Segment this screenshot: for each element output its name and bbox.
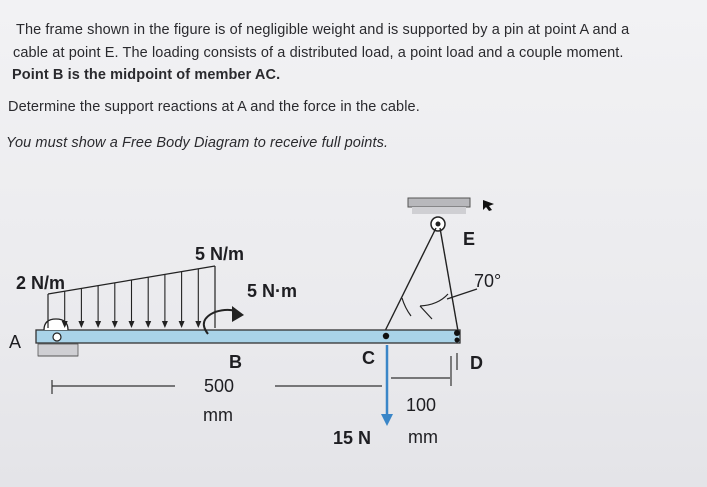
dimension-cd (391, 353, 457, 386)
angle-arc-2 (420, 294, 448, 306)
label-b: B (229, 352, 242, 372)
cursor-mark (483, 200, 494, 211)
load-arrow-head (145, 321, 151, 328)
joint-c (383, 333, 389, 339)
load-arrows (62, 269, 202, 328)
problem-text-line-1: The frame shown in the figure is of negligible weight and is supported by a pin at point A and a (16, 22, 630, 38)
ceiling-support (408, 198, 470, 231)
load-arrow-head (162, 321, 168, 328)
joint-d2 (455, 338, 460, 343)
problem-text-line-2: cable at point E. The loading consists of a distributed load, a point load and a couple moment. (13, 45, 624, 61)
label-c: C (362, 348, 375, 368)
problem-task: Determine the support reactions at A and the force in the cable. (8, 99, 420, 115)
member-ed (440, 228, 458, 331)
dim-ab-value: 500 (204, 376, 235, 396)
joint-d (454, 330, 460, 336)
load-arrow-head (179, 321, 185, 328)
label-e: E (463, 229, 476, 249)
problem-text-line-3: Point B is the midpoint of member AC. (12, 67, 281, 83)
beam-ad (36, 330, 460, 343)
load-arrow-head (78, 321, 84, 328)
force-arrowhead (381, 414, 393, 426)
load-arrow-head (129, 321, 135, 328)
label-d: D (470, 353, 483, 373)
problem-instruction: You must show a Free Body Diagram to receive full points. (6, 135, 389, 151)
angle-pointer-2 (420, 306, 432, 319)
load-left-label: 2 N/m (16, 273, 66, 293)
dim-cd-unit: mm (408, 427, 438, 447)
load-arrow-head (195, 321, 201, 328)
load-arrow-head (112, 321, 118, 328)
load-right-label: 5 N/m (195, 244, 245, 264)
angle-label: 70° (474, 271, 502, 291)
dim-cd-value: 100 (406, 395, 437, 415)
moment-label: 5 N·m (247, 281, 298, 301)
dim-ab-unit: mm (203, 405, 233, 425)
angle-arc-1 (402, 298, 411, 316)
force-label: 15 N (333, 428, 372, 448)
load-arrow-head (95, 321, 101, 328)
frame-diagram (0, 180, 707, 487)
label-a: A (9, 332, 22, 352)
